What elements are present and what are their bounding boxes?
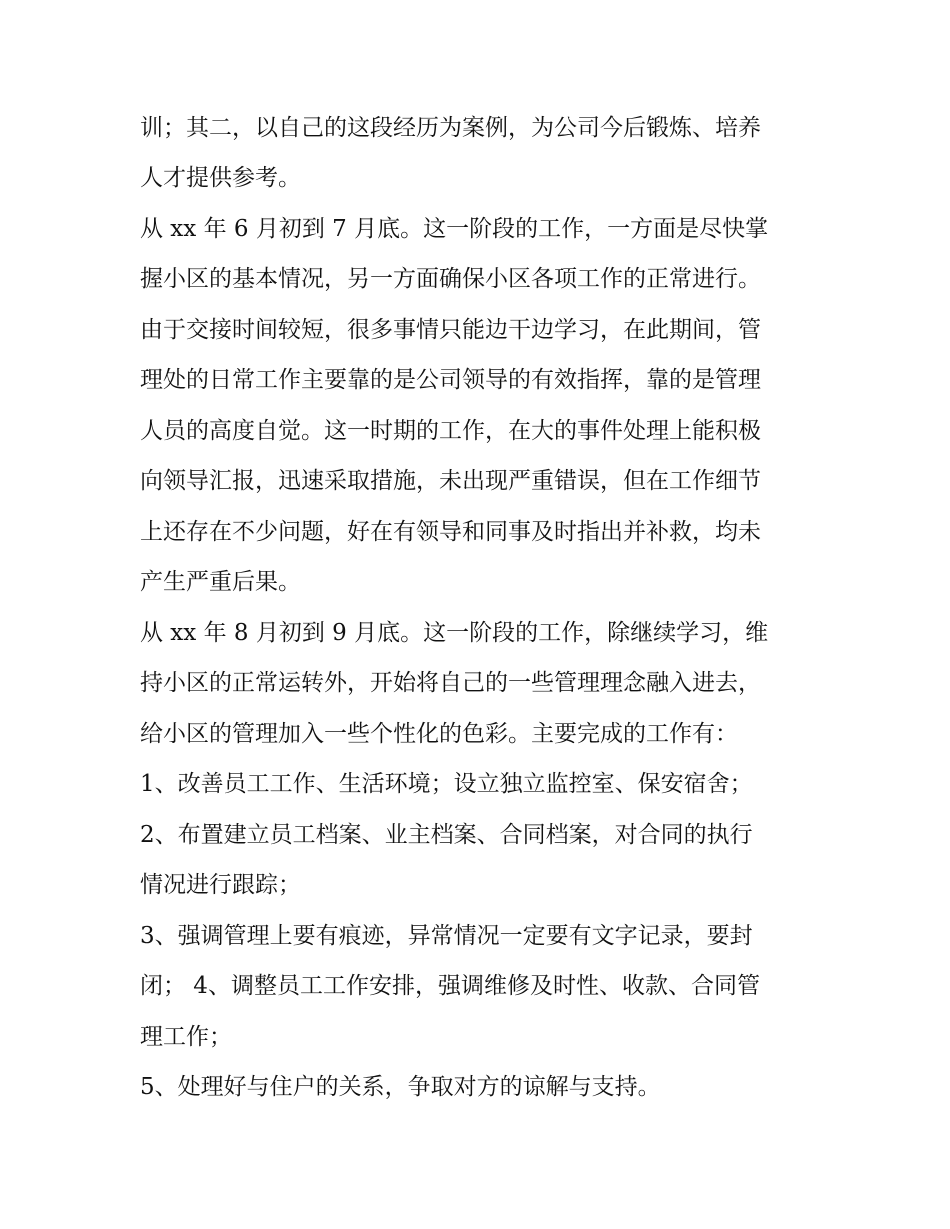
text-line: 2、布置建立员工档案、业主档案、合同档案，对合同的执行 [140, 822, 753, 848]
text-line: 由于交接时间较短，很多事情只能边干边学习，在此期间，管 [140, 317, 761, 343]
text-line: 给小区的管理加入一些个性化的色彩。主要完成的工作有： [140, 721, 738, 747]
text-line: 1、改善员工工作、生活环境；设立独立监控室、保安宿舍； [140, 771, 753, 797]
text-line: 闭； 4、调整员工工作安排，强调维修及时性、收款、合同管 [140, 973, 760, 999]
text-line: 握小区的基本情况，另一方面确保小区各项工作的正常进行。 [140, 266, 761, 292]
text-line: 情况进行跟踪； [140, 872, 301, 898]
text-line: 人员的高度自觉。这一时期的工作，在大的事件处理上能积极 [140, 418, 761, 444]
text-line: 向领导汇报，迅速采取措施，未出现严重错误，但在工作细节 [140, 468, 761, 494]
text-line: 5、处理好与住户的关系，争取对方的谅解与支持。 [140, 1074, 661, 1100]
text-line: 上还存在不少问题，好在有领导和同事及时指出并补救，均未 [140, 519, 761, 545]
text-line: 理工作； [140, 1024, 232, 1050]
text-line: 理处的日常工作主要靠的是公司领导的有效指挥，靠的是管理 [140, 367, 761, 393]
text-line: 持小区的正常运转外，开始将自己的一些管理理念融入进去， [140, 670, 761, 696]
text-line: 训；其二，以自己的这段经历为案例，为公司今后锻炼、培养 [140, 115, 761, 141]
text-line: 人才提供参考。 [140, 165, 301, 191]
text-line: 从 xx 年 8 月初到 9 月底。这一阶段的工作，除继续学习，维 [140, 620, 769, 646]
text-line: 从 xx 年 6 月初到 7 月底。这一阶段的工作，一方面是尽快掌 [140, 216, 769, 242]
text-line: 3、强调管理上要有痕迹，异常情况一定要有文字记录，要封 [140, 923, 753, 949]
text-line: 产生严重后果。 [140, 569, 301, 595]
